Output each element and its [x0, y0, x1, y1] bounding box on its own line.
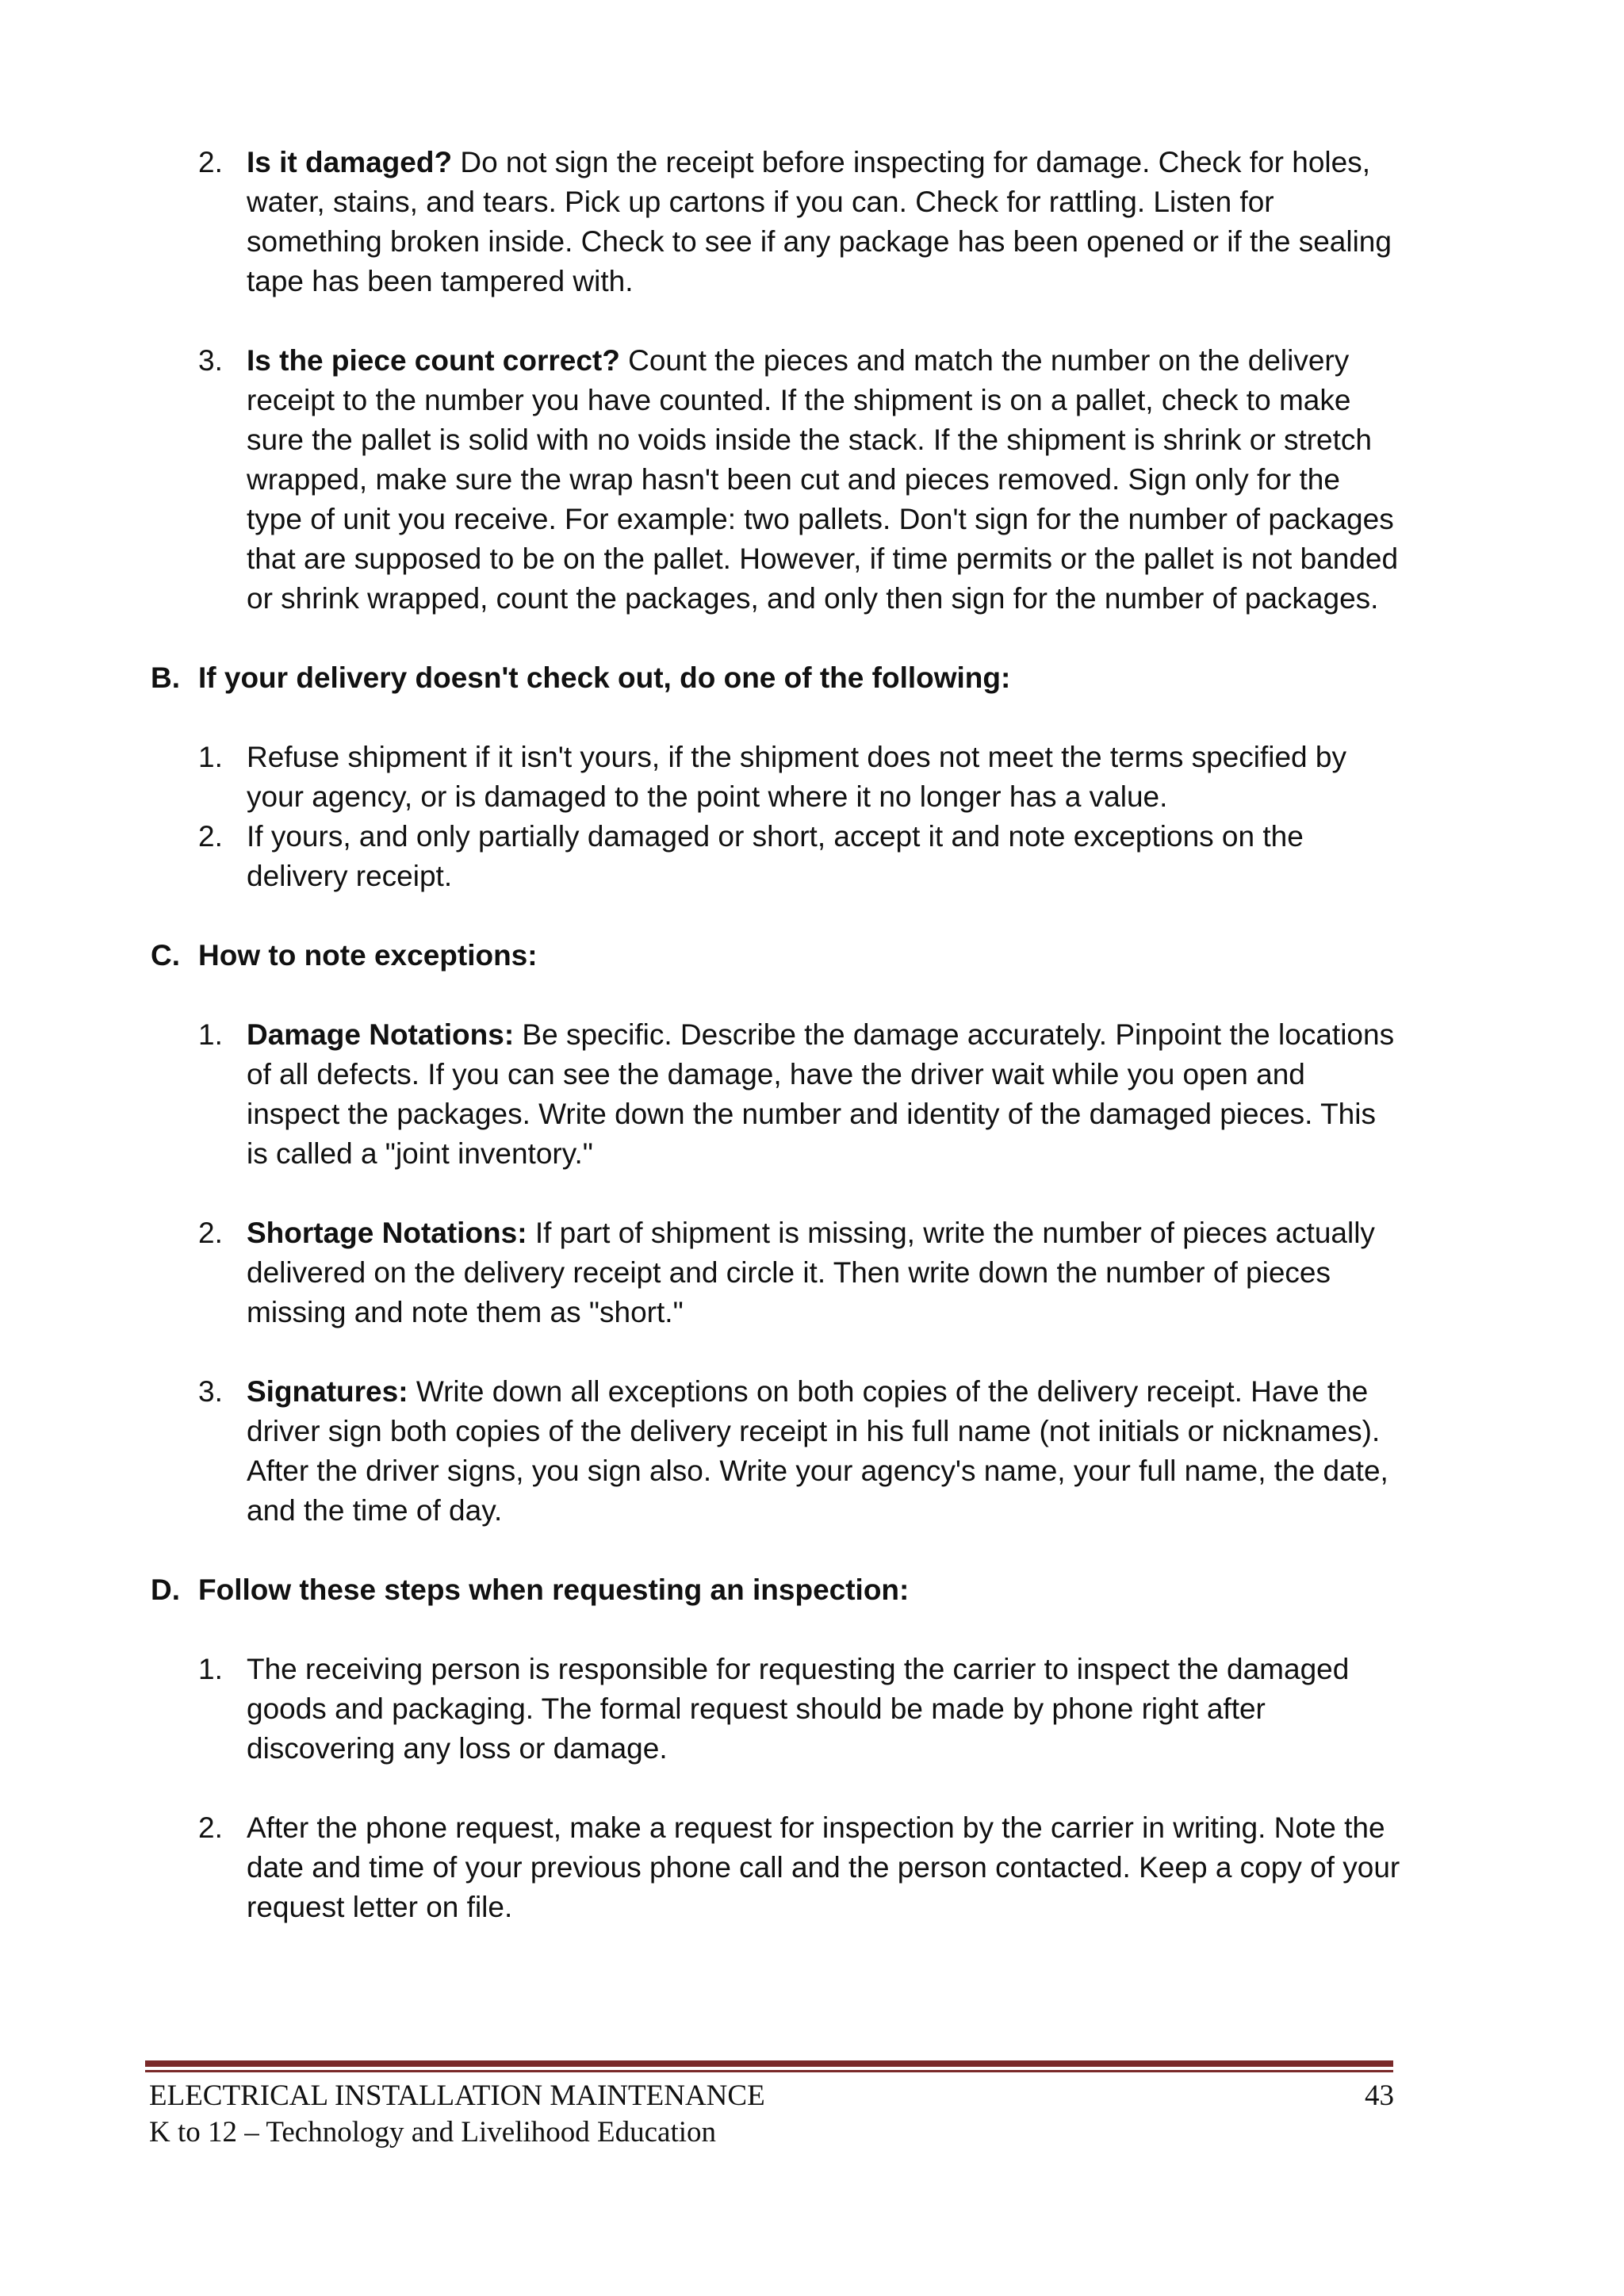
- list-item: [151, 1650, 1404, 1769]
- item-text: After the phone request, make a request for inspection by the carrier in writing. Note the date and time of your previous phone call and the person contacted. Keep a copy of your request letter on file.: [247, 1811, 1400, 1923]
- section-heading-text: Follow these steps when requesting an inspection:: [198, 1573, 910, 1606]
- item-text: Refuse shipment if it isn't yours, if the shipment does not meet the terms specified by your agency, or is damaged to the point where it no longer has a value.: [247, 741, 1346, 813]
- section-letter: D.: [151, 1573, 180, 1606]
- item-text: If part of shipment is missing, write the number of pieces actually delivered on the delivery receipt and circle it. Then write down the number of pieces missing and note them as "short.": [247, 1217, 1375, 1328]
- page-number: 43: [1365, 2079, 1394, 2112]
- item-text: The receiving person is responsible for requesting the carrier to inspect the damaged goods and packaging. The formal request should be made by phone right after discovering any loss or damage.: [247, 1653, 1350, 1765]
- section-heading-c: [151, 936, 1404, 976]
- item-title: Is it damaged?: [247, 146, 453, 178]
- list-item: [151, 341, 1404, 619]
- item-title: Shortage Notations:: [247, 1217, 527, 1249]
- list-item: [151, 1372, 1404, 1531]
- item-title: Signatures:: [247, 1375, 408, 1408]
- list-item: [151, 1015, 1404, 1174]
- list-item: [151, 143, 1404, 301]
- section-letter: C.: [151, 939, 180, 972]
- section-heading-b: [151, 658, 1404, 698]
- list-item: [151, 817, 1404, 896]
- list-item: [151, 738, 1404, 817]
- list-item: [151, 1213, 1404, 1332]
- item-text: If yours, and only partially damaged or short, accept it and note exceptions on the delivery receipt.: [247, 820, 1304, 892]
- item-text: Do not sign the receipt before inspecting for damage. Check for holes, water, stains, and tears. Pick up cartons if you can. Check for rattling. Listen for something broken inside. Check to see if any package has been opened or if the sealing tape has been tampered with.: [247, 146, 1392, 297]
- page-content: [151, 143, 1404, 1927]
- item-title: Is the piece count correct?: [247, 344, 620, 377]
- item-text: Count the pieces and match the number on the delivery receipt to the number you have counted. If the shipment is on a pallet, check to make sure the pallet is solid with no voids inside the stack. If the shipment is shrink or stretch wrapped, make sure the wrap hasn't been cut and pieces removed. Sign only for the type of unit you receive. For example: two pallets. Don't sign for the number of packages that are supposed to be on the pallet. However, if time permits or the pallet is not banded or shrink wrapped, count the packages, and only then sign for the number of packages.: [247, 344, 1399, 615]
- section-heading-text: How to note exceptions:: [198, 939, 538, 972]
- item-number: 2.: [198, 146, 223, 178]
- item-title: Damage Notations:: [247, 1018, 515, 1051]
- footer-title: ELECTRICAL INSTALLATION MAINTENANCE: [149, 2079, 765, 2112]
- item-number: 1.: [198, 741, 223, 773]
- section-heading-d: [151, 1570, 1404, 1610]
- section-letter: B.: [151, 661, 180, 694]
- footer-rule-thin: [145, 2070, 1393, 2072]
- item-number: 1.: [198, 1018, 223, 1051]
- footer-line-2: [149, 2114, 1402, 2151]
- item-number: 2.: [198, 1811, 223, 1844]
- list-item: [151, 1808, 1404, 1927]
- footer-line-1: [149, 2078, 1402, 2114]
- section-heading-text: If your delivery doesn't check out, do one of the following:: [198, 661, 1011, 694]
- footer-rule-thick: [145, 2060, 1393, 2067]
- item-number: 3.: [198, 1375, 223, 1408]
- item-number: 2.: [198, 1217, 223, 1249]
- item-text: Be specific. Describe the damage accurately. Pinpoint the locations of all defects. If you can see the damage, have the driver wait while you open and inspect the packages. Write down the number and identity of the damaged pieces. This is called a "joint inventory.": [247, 1018, 1395, 1170]
- item-number: 2.: [198, 820, 223, 853]
- item-number: 1.: [198, 1653, 223, 1685]
- item-number: 3.: [198, 344, 223, 377]
- footer-subtitle: K to 12 – Technology and Livelihood Education: [149, 2116, 717, 2148]
- item-text: Write down all exceptions on both copies of the delivery receipt. Have the driver sign both copies of the delivery receipt in his full name (not initials or nicknames). After the driver signs, you sign also. Write your agency's name, your full name, the date, and the time of day.: [247, 1375, 1388, 1527]
